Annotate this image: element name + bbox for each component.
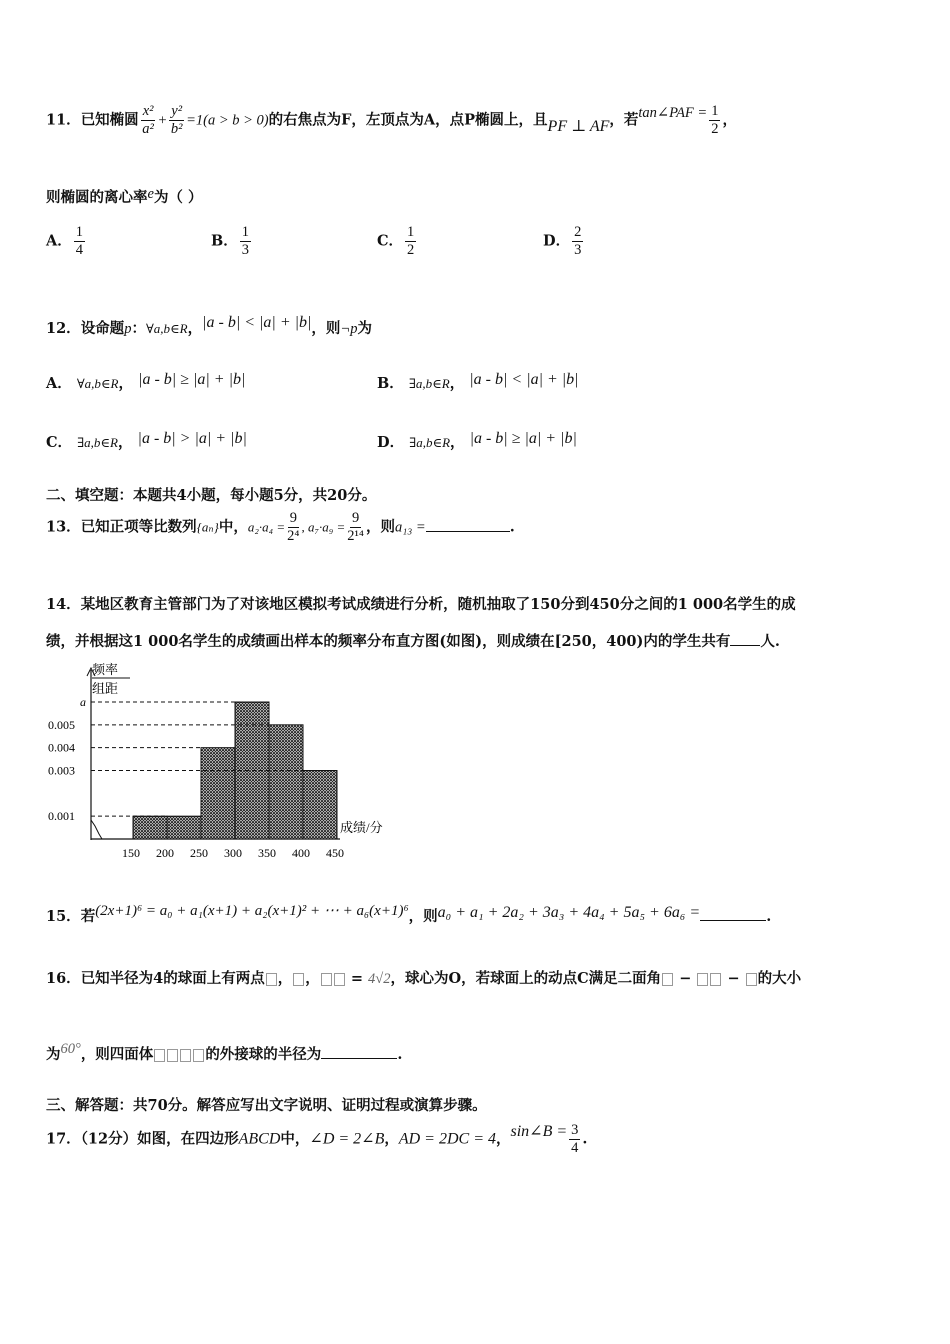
frac-den: 3 <box>241 242 250 258</box>
q11-line2 <box>46 186 203 207</box>
q13-frac1 <box>287 510 299 545</box>
q13-line <box>46 510 515 545</box>
q15-pre: 若 <box>80 908 96 925</box>
frac-num: 3 <box>571 1122 579 1138</box>
q12-negp: ¬p <box>340 321 358 337</box>
option-quant: ∃a,b∈R <box>77 435 118 450</box>
q11-line2-text: 则椭圆的离心率 <box>46 189 148 206</box>
q13-end: . <box>509 518 515 536</box>
frac-num: 1 <box>241 224 250 240</box>
frac-den: a² <box>142 121 154 137</box>
q12-text: 设命题 <box>80 320 125 337</box>
q16-line1: 16．已知半径为4的球面上有两点 ， ， = 4√2，球心为O，若球面上的动点C满足二面角 − − 的大小 <box>46 970 802 987</box>
q17-number: 17． <box>46 1130 81 1148</box>
q13-expr1: a₂·a₄ = <box>247 519 286 535</box>
frac-num: 9 <box>352 510 360 526</box>
q15-end: . <box>766 908 772 925</box>
q15-target: a₀ + a₁ + 2a₂ + 3a₃ + 4a₄ + 5a₅ + 6a₆ = <box>437 904 701 921</box>
q16-text-e: ，则四面体 <box>80 1046 154 1063</box>
x-tick-label: 150 <box>122 846 140 860</box>
section-2-heading: 二、填空题：本题共4小题，每小题5分，共20分。 <box>46 487 377 504</box>
q15-expr: (2x+1)⁶ = a₀ + a₁(x+1) + a₂(x+1)² + ⋯ + a₆(x+1)⁶ <box>95 903 409 919</box>
q17-mid: 中， <box>280 1130 310 1148</box>
option-label: A． <box>46 232 72 250</box>
x-tick-label: 200 <box>156 846 174 860</box>
point-b-placeholder <box>293 973 304 986</box>
option-expr: |a - b| < |a| + |b| <box>469 371 579 388</box>
q12-number: 12． <box>46 320 81 337</box>
option-expr: |a - b| ≥ |a| + |b| <box>138 371 246 388</box>
q12-colon: ： <box>131 320 146 337</box>
q16-text-b: ，球心为O，若球面上的动点C满足二面角 <box>390 970 662 987</box>
ylabel-top: 频率 <box>92 662 119 677</box>
q12-option-a[interactable]: A． ∀a,b∈R， |a - b| ≥ |a| + |b| <box>46 371 246 392</box>
q12-option-c[interactable]: C． ∃a,b∈R， |a - b| > |a| + |b| <box>46 430 247 451</box>
q17-sep: ， <box>384 1130 399 1148</box>
q12-line <box>46 314 372 338</box>
q15-then: ，则 <box>408 908 438 925</box>
histogram-bar <box>303 771 337 840</box>
q14-answer-blank[interactable] <box>730 645 760 646</box>
option-label: A． <box>46 375 72 392</box>
q14-text2: 绩，并根据这1 000名学生的成绩画出样本的频率分布直方图(如图)，则成绩在[250，400)内的学生共有 <box>46 633 731 650</box>
q13-seq: {aₙ} <box>196 519 219 535</box>
frac-num: 1 <box>711 103 719 119</box>
x-tick-label: 400 <box>292 846 310 860</box>
dihedral-placeholder <box>710 973 721 986</box>
q13-text: 已知正项等比数列 <box>80 518 197 536</box>
q12-then: ，则 <box>311 320 341 337</box>
y-tick-label: 0.003 <box>48 763 75 778</box>
q16-deg: 60° <box>60 1041 81 1057</box>
q15-line <box>46 905 771 926</box>
frequency-histogram <box>40 660 400 865</box>
q11-end: ， <box>722 111 737 129</box>
q13-mid: 中， <box>218 518 248 536</box>
vertex-placeholder <box>154 1049 165 1062</box>
q17-sin: sin∠B = <box>510 1122 568 1140</box>
option-label: D． <box>377 434 405 451</box>
frac-num: 2 <box>574 224 582 240</box>
histogram-bar <box>201 748 235 839</box>
histogram-bar <box>133 816 167 839</box>
frac-den: 2 <box>407 242 415 258</box>
frac-den: 2¹⁴ <box>347 528 364 544</box>
q14-line1 <box>46 593 796 614</box>
frac-num: 1 <box>75 224 84 240</box>
q13-number: 13． <box>46 518 81 536</box>
q16-end: . <box>397 1046 403 1063</box>
option-quant: ∃a,b∈R <box>409 435 451 450</box>
option-quant: ∀a,b∈R <box>76 376 119 391</box>
q11-eq-rest: =1(a > b > 0) <box>186 112 269 129</box>
q11-if: ，若 <box>609 111 639 129</box>
q16-sqrt: 4√2 <box>368 971 391 987</box>
q11-frac-y <box>169 103 184 138</box>
q17-line <box>46 1122 587 1157</box>
q12-quant: ∀a,b∈R <box>145 321 188 336</box>
q12-option-d[interactable]: D． ∃a,b∈R， |a - b| ≥ |a| + |b| <box>377 430 577 451</box>
y-tick-label: 0.001 <box>48 809 75 824</box>
ab-placeholder <box>321 973 332 986</box>
q11-option-a[interactable] <box>46 224 87 259</box>
option-label: D． <box>543 232 571 250</box>
option-quant: ∃a,b∈R <box>408 376 450 391</box>
frac-num: x² <box>142 103 154 119</box>
q14-line2 <box>46 630 780 651</box>
q11-perp: PF ⊥ AF <box>547 117 610 135</box>
q12-end: 为 <box>357 320 372 337</box>
q15-number: 15． <box>46 908 81 925</box>
ylabel-bottom: 组距 <box>92 681 119 696</box>
q11-option-d[interactable] <box>543 224 585 259</box>
frac-den: 4 <box>571 1140 579 1156</box>
q11-option-c[interactable] <box>377 224 418 259</box>
q11-frac-x <box>141 103 156 138</box>
option-label: B． <box>211 232 238 250</box>
vertex-placeholder <box>180 1049 191 1062</box>
q11-number: 11． <box>46 111 81 129</box>
q11-tan-frac <box>709 103 720 138</box>
frac-den: b² <box>170 121 183 137</box>
frac-den: 3 <box>574 242 582 258</box>
q14-text1: 某地区教育主管部门为了对该地区模拟考试成绩进行分析，随机抽取了150分到450分之间的1 000名学生的成 <box>80 596 796 613</box>
q12-p: p <box>124 321 132 337</box>
y-tick-label: 0.005 <box>48 717 75 732</box>
q17-end: . <box>582 1130 588 1148</box>
q12-comma: ， <box>187 320 203 337</box>
axis-break <box>91 820 102 839</box>
dihedral-placeholder <box>697 973 708 986</box>
q16-line2 <box>46 1043 402 1064</box>
q13-target: a₁₃ = <box>394 519 426 536</box>
q11-line1: 11．已知椭圆 $\frac{\text{x²}}{\text{a²}}$ + $\frac{\text{y²}}{\text{b²}}$ =1(a > b > 0)的右焦点为F，左顶点为A，点P椭圆上，且PF ⊥ AF，若tan∠PAF = $\frac{1}{2}$ ， <box>46 103 737 137</box>
option-label: C． <box>377 232 404 250</box>
option-label: C． <box>46 434 73 451</box>
q14-number: 14． <box>46 596 81 613</box>
q17-points: （12分） <box>80 1130 138 1148</box>
y-tick-label: 0.004 <box>48 740 75 755</box>
x-tick-label: 250 <box>190 846 208 860</box>
q16-answer-blank[interactable] <box>321 1058 397 1059</box>
q13-then: ，则 <box>365 518 395 536</box>
x-tick-label: 300 <box>224 846 242 860</box>
frac-num: 1 <box>407 224 415 240</box>
frac-den: 2 <box>711 121 719 137</box>
q15-answer-blank[interactable] <box>700 920 766 921</box>
q16-text-c: 的大小 <box>757 970 802 987</box>
q13-answer-blank[interactable] <box>426 531 510 532</box>
q16-number: 16． <box>46 970 81 987</box>
x-tick-label: 350 <box>258 846 276 860</box>
histogram-bar <box>269 725 303 839</box>
dihedral-placeholder <box>662 973 673 986</box>
q11-line2-end: 为（ ） <box>153 189 203 206</box>
q11-e: e <box>147 186 154 202</box>
dihedral-placeholder <box>746 973 757 986</box>
q13-frac2 <box>347 510 364 545</box>
vertex-placeholder <box>167 1049 178 1062</box>
xlabel: 成绩/分 <box>340 820 383 835</box>
q17-text: 如图，在四边形 <box>137 1130 239 1148</box>
q12-expr: |a - b| < |a| + |b| <box>202 314 312 331</box>
q14-end: 人. <box>760 633 780 650</box>
q17-sep2: ， <box>496 1130 511 1148</box>
q11-text: 已知椭圆 <box>80 111 139 129</box>
point-a-placeholder <box>266 973 277 986</box>
q11-option-b[interactable] <box>211 224 253 259</box>
q16-text-d: 为 <box>46 1046 61 1063</box>
q16-text-a: 已知半径为4的球面上有两点 <box>80 970 265 987</box>
q16-text-f: 的外接球的半径为 <box>205 1046 322 1063</box>
option-expr: |a - b| > |a| + |b| <box>137 430 247 447</box>
ab-placeholder <box>334 973 345 986</box>
q11-tan: tan∠PAF = <box>638 104 708 121</box>
q11-text-mid: 的右焦点为F，左顶点为A，点P椭圆上，且 <box>268 111 548 129</box>
frac-den: 4 <box>75 242 84 258</box>
section-3-heading: 三、解答题：共70分。解答应写出文字说明、证明过程或演算步骤。 <box>46 1097 487 1114</box>
q17-frac <box>569 1122 580 1157</box>
q17-cond1: ∠D = 2∠B <box>309 1130 385 1148</box>
frac-den: 2⁴ <box>287 528 300 544</box>
option-expr: |a - b| ≥ |a| + |b| <box>469 430 577 447</box>
histogram-bar <box>167 816 201 839</box>
x-tick-label: 450 <box>326 846 344 860</box>
q12-option-b[interactable]: B． ∃a,b∈R， |a - b| < |a| + |b| <box>377 371 579 392</box>
frac-num: y² <box>171 103 183 119</box>
q17-abcd: ABCD <box>238 1130 281 1148</box>
y-tick-label: a <box>80 695 86 709</box>
frac-num: 9 <box>289 510 297 526</box>
q17-cond2: AD = 2DC = 4 <box>398 1130 496 1148</box>
option-label: B． <box>377 375 404 392</box>
vertex-placeholder <box>193 1049 204 1062</box>
q13-expr2: , a₇·a₉ = <box>301 519 346 535</box>
